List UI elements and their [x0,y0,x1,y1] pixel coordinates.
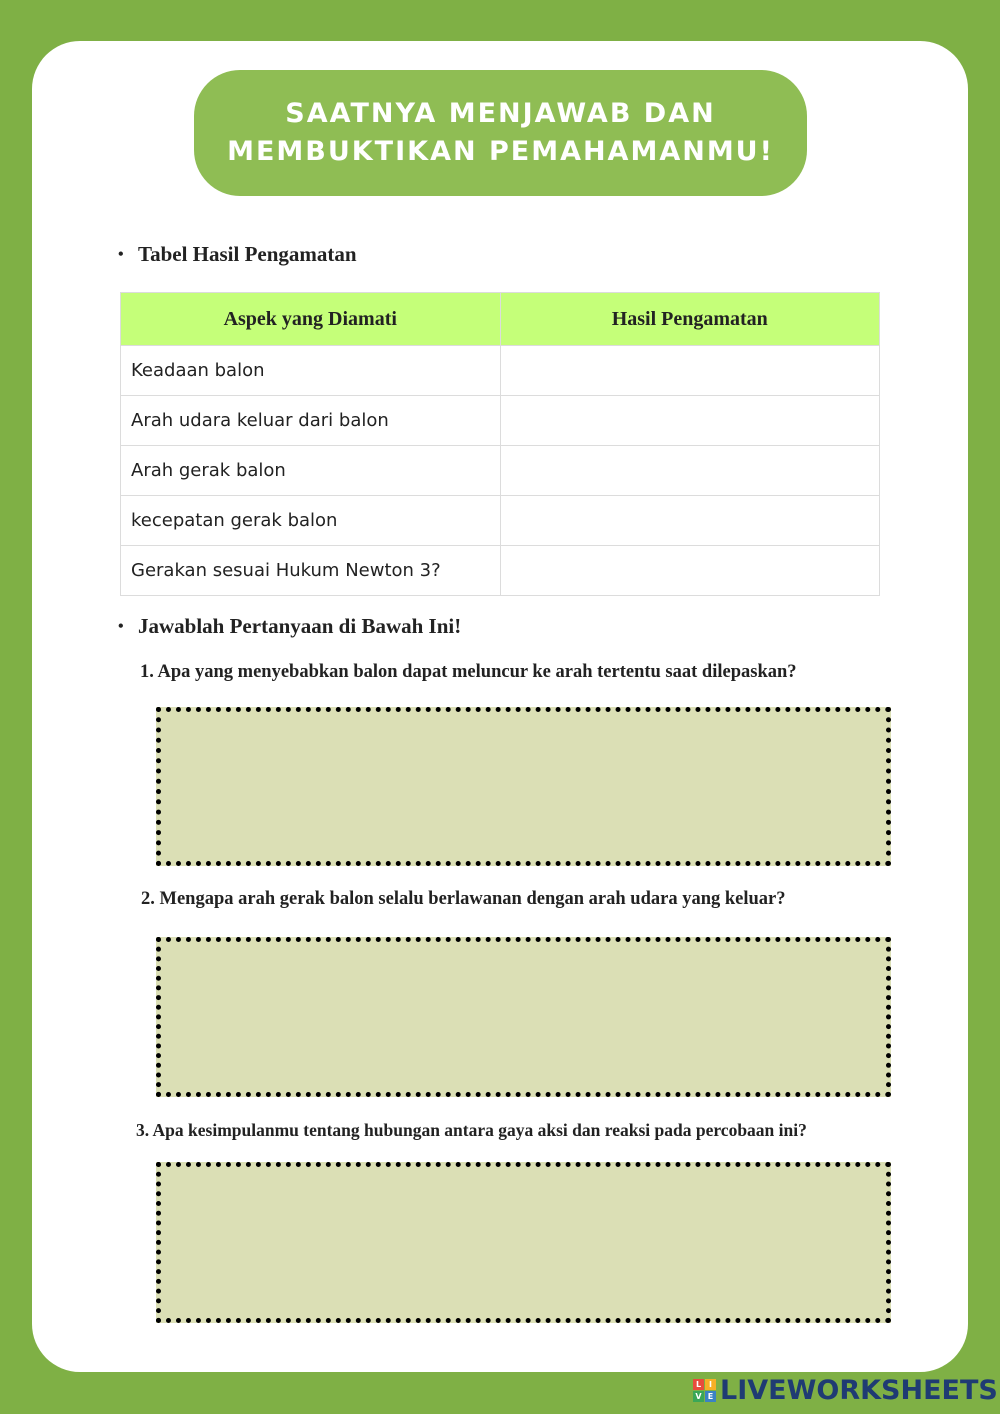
question-1: 1. Apa yang menyebabkan balon dapat meluncur ke arah tertentu saat dilepaskan? [140,662,797,682]
questions-heading-text: Jawablah Pertanyaan di Bawah Ini! [138,614,462,638]
result-input-cell[interactable] [500,446,880,496]
answer-box-1[interactable] [156,707,891,866]
table-section-heading [118,242,357,267]
result-input-cell[interactable] [500,346,880,396]
aspect-cell: Keadaan balon [121,346,501,396]
table-row [121,546,880,596]
logo-letter: I [705,1379,716,1390]
table-header-row [121,293,880,346]
answer-box-3[interactable] [156,1162,891,1323]
logo-letter: L [693,1379,704,1390]
table-row [121,346,880,396]
logo-letter: V [693,1391,704,1402]
table-row [121,396,880,446]
logo-letter: E [705,1391,716,1402]
result-input-cell[interactable] [500,496,880,546]
answer-box-2[interactable] [156,937,891,1097]
question-2: 2. Mengapa arah gerak balon selalu berlawanan dengan arah udara yang keluar? [141,889,786,909]
table-heading-text: Tabel Hasil Pengamatan [138,242,357,266]
liveworksheets-brand[interactable] [693,1375,998,1405]
title-line-1: SAATNYA MENJAWAB DAN [285,98,716,129]
bullet-icon: • [118,246,124,263]
title-line-2: MEMBUKTIKAN PEMAHAMANMU! [227,136,774,167]
result-input-cell[interactable] [500,396,880,446]
questions-section-heading [118,614,461,639]
brand-name: LIVEWORKSHEETS [720,1374,998,1406]
column-header-result: Hasil Pengamatan [500,293,880,346]
aspect-cell: Arah udara keluar dari balon [121,396,501,446]
table-row [121,446,880,496]
table-row [121,496,880,546]
liveworksheets-logo-icon [693,1379,716,1402]
aspect-cell: Gerakan sesuai Hukum Newton 3? [121,546,501,596]
question-3: 3. Apa kesimpulanmu tentang hubungan antara gaya aksi dan reaksi pada percobaan ini? [136,1120,807,1140]
observation-table [120,292,880,596]
column-header-aspect: Aspek yang Diamati [121,293,501,346]
title-banner [194,70,807,196]
aspect-cell: Arah gerak balon [121,446,501,496]
bullet-icon: • [118,618,124,635]
result-input-cell[interactable] [500,546,880,596]
aspect-cell: kecepatan gerak balon [121,496,501,546]
